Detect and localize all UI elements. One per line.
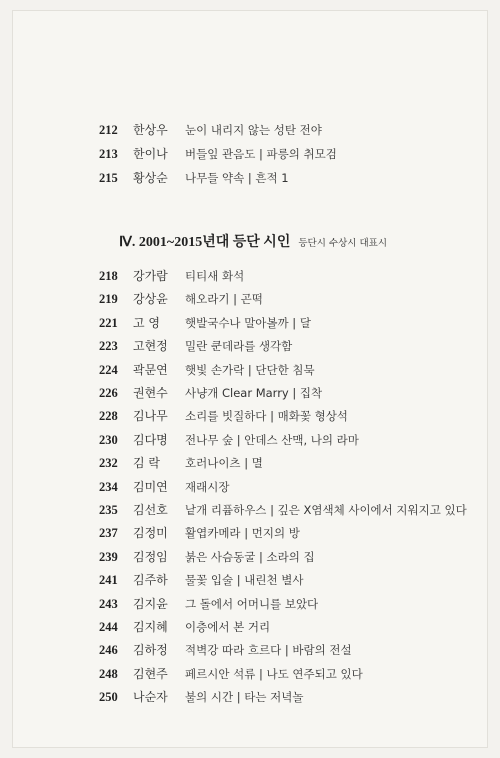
toc-page-number: 228 [99, 409, 118, 424]
toc-title: 티티새 화석 [185, 269, 245, 283]
toc-entry [99, 337, 292, 354]
toc-page-number: 235 [99, 503, 118, 517]
toc-author: 고 영 [133, 315, 160, 330]
toc-author: 김지윤 [133, 596, 168, 611]
toc-entry [99, 618, 270, 635]
toc-title: 적벽강 따라 흐르다 | 바람의 전설 [185, 643, 352, 658]
section-heading [119, 231, 387, 251]
toc-author: 김다명 [133, 432, 168, 447]
toc-entry [99, 478, 229, 495]
toc-entry [99, 290, 263, 307]
toc-author: 김하정 [133, 643, 168, 658]
toc-author: 고현정 [133, 339, 168, 354]
toc-title: 전나무 숲 | 안데스 산맥, 나의 라마 [185, 432, 359, 447]
toc-entry [99, 431, 359, 448]
toc-title: 붉은 사슴동굴 | 소라의 집 [185, 549, 315, 564]
toc-entry [99, 688, 303, 705]
toc-title: 햇빛 손가락 | 단단한 침묵 [185, 362, 315, 377]
toc-page-number: 226 [99, 386, 118, 400]
toc-page-number: 248 [99, 666, 118, 681]
toc-title: 호러나이츠 | 멸 [185, 456, 263, 471]
toc-page-number: 218 [99, 269, 118, 283]
toc-page-number: 224 [99, 362, 118, 377]
toc-entry [99, 121, 322, 138]
toc-author: 한이나 [133, 147, 168, 161]
toc-author: 김주하 [133, 573, 168, 588]
toc-author: 김선호 [133, 503, 168, 517]
toc-entry [99, 571, 303, 588]
toc-title: 햇발국수나 말아볼까 | 달 [185, 315, 311, 330]
toc-title: 그 돌에서 어머니를 보았다 [185, 596, 319, 611]
toc-page-number: 244 [99, 620, 118, 634]
section-title: Ⅳ. 2001~2015년대 등단 시인 [119, 235, 291, 250]
toc-entry [99, 407, 348, 424]
toc-entry [99, 384, 322, 401]
toc-entry [99, 595, 318, 612]
toc-author: 나순자 [133, 690, 168, 705]
toc-entry [99, 361, 315, 378]
toc-page-number: 223 [99, 339, 118, 354]
toc-entry [99, 665, 363, 682]
toc-title: 물꽃 입술 | 내린천 별사 [185, 573, 304, 588]
toc-entry [99, 524, 300, 541]
toc-author: 김정임 [133, 549, 168, 564]
toc-entry [99, 501, 467, 518]
toc-entry [99, 267, 244, 284]
toc-page-number: 221 [99, 315, 118, 330]
toc-author: 황상순 [133, 171, 168, 185]
toc-page-number: 239 [99, 549, 118, 564]
toc-title: 버들잎 관음도 | 파릉의 취모검 [185, 147, 337, 161]
toc-author: 곽문연 [133, 362, 168, 377]
toc-entry [99, 314, 311, 331]
toc-page-number: 237 [99, 526, 118, 541]
toc-page-number: 246 [99, 643, 118, 658]
toc-author: 김현주 [133, 666, 168, 681]
book-page [12, 10, 488, 748]
toc-page-number: 213 [99, 147, 118, 161]
toc-entry [99, 145, 337, 162]
toc-title: 눈이 내리지 않는 성탄 전야 [185, 123, 322, 137]
toc-author: 강상윤 [133, 292, 168, 307]
toc-page-number: 250 [99, 690, 118, 705]
toc-entry [99, 169, 289, 186]
toc-author: 김 락 [133, 456, 160, 471]
toc-page-number: 234 [99, 479, 118, 494]
toc-entry [99, 641, 352, 658]
toc-author: 김정미 [133, 526, 168, 541]
toc-title: 재래시장 [185, 479, 230, 494]
toc-title: 페르시안 석류 | 나도 연주되고 있다 [185, 666, 363, 681]
toc-title: 해오라기 | 곤떡 [185, 292, 263, 307]
toc-page-number: 230 [99, 432, 118, 447]
toc-page-number: 219 [99, 292, 118, 307]
toc-author: 김나무 [133, 409, 168, 424]
toc-author: 권현수 [133, 386, 168, 400]
toc-author: 김미연 [133, 479, 168, 494]
toc-title: 이층에서 본 거리 [185, 620, 271, 634]
section-subtitle: 등단시 수상시 대표시 [298, 238, 387, 249]
toc-page-number: 212 [99, 123, 118, 137]
toc-entry [99, 454, 263, 471]
toc-title: 나무들 약속 | 흔적 1 [185, 171, 289, 185]
toc-title: 소리를 빗질하다 | 매화꽃 형상석 [185, 409, 348, 424]
toc-author: 한상우 [133, 123, 168, 137]
toc-title: 밀란 쿤데라를 생각함 [185, 339, 293, 354]
toc-title: 낱개 리퓸하우스 | 깊은 X염색체 사이에서 지워지고 있다 [185, 503, 467, 517]
toc-author: 김지혜 [133, 620, 168, 634]
toc-page-number: 232 [99, 456, 118, 471]
toc-title: 불의 시간 | 타는 저녁놀 [185, 690, 304, 705]
toc-author: 강가람 [133, 269, 168, 283]
toc-entry [99, 548, 315, 565]
toc-title: 사냥개 Clear Marry | 집착 [185, 386, 323, 400]
toc-page-number: 241 [99, 573, 118, 588]
toc-page-number: 243 [99, 596, 118, 611]
toc-page-number: 215 [99, 171, 118, 185]
toc-title: 활엽카메라 | 먼지의 방 [185, 526, 300, 541]
